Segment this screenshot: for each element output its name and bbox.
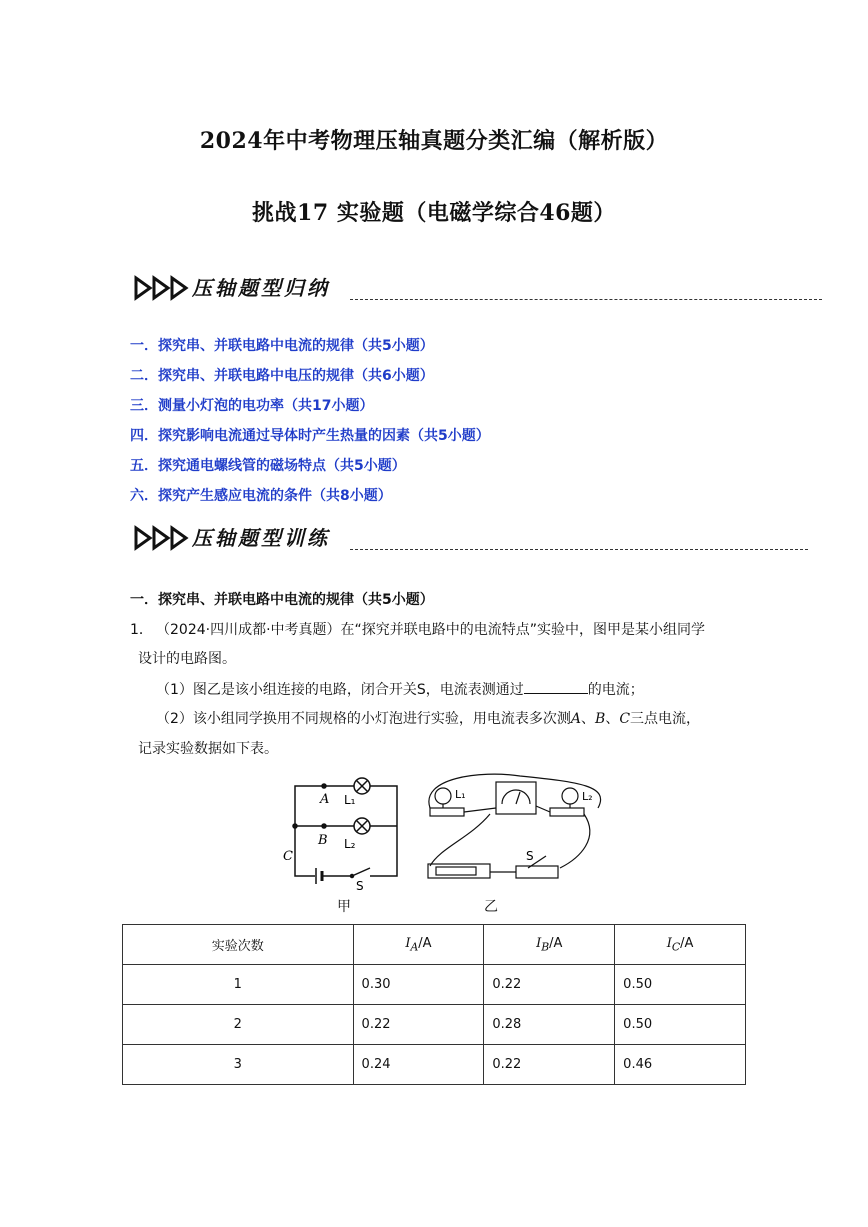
toc-item-4[interactable]: 四．探究影响电流通过导体时产生热量的因素（共5小题）	[130, 428, 490, 444]
figure-caption-jia: 甲	[337, 899, 351, 915]
toc-item-3[interactable]: 三．测量小灯泡的电功率（共17小题）	[130, 398, 374, 414]
lamp-label-l2: L₂	[344, 837, 356, 851]
node-label-b: B	[318, 833, 328, 848]
triple-arrow-icon	[134, 274, 190, 302]
table-cell: 0.24	[353, 1045, 484, 1085]
table-header: $I_A/A$	[353, 925, 484, 965]
circuit-figure	[280, 768, 610, 897]
table-cell: 0.50	[615, 965, 746, 1005]
answer-blank[interactable]	[524, 679, 588, 694]
table-cell: 2	[123, 1005, 354, 1045]
table-cell: 0.22	[484, 965, 615, 1005]
question-part2: （2）该小组同学换用不同规格的小灯泡进行实验，用电流表多次测A、B、C三点电流，	[156, 711, 701, 727]
section-banner-summary	[134, 272, 824, 306]
table-header: $I_B/A$	[484, 925, 615, 965]
document-subtitle: 挑战17 实验题（电磁学综合46题）	[252, 200, 616, 226]
triple-arrow-icon	[134, 524, 190, 552]
document-title: 2024年中考物理压轴真题分类汇编（解析版）	[199, 128, 669, 154]
circuit-photo-yi	[428, 774, 601, 878]
question-part2-line2: 记录实验数据如下表。	[138, 741, 278, 757]
figure-caption-yi: 乙	[484, 899, 498, 915]
photo-label-s: S	[526, 849, 534, 863]
lamp-label-l1: L₁	[344, 793, 356, 807]
question-number: 1．	[130, 622, 153, 638]
banner-divider	[350, 549, 808, 550]
toc-item-1[interactable]: 一．探究串、并联电路中电流的规律（共5小题）	[130, 338, 434, 354]
toc-item-2[interactable]: 二．探究串、并联电路中电压的规律（共6小题）	[130, 368, 434, 384]
toc-item-5[interactable]: 五．探究通电螺线管的磁场特点（共5小题）	[130, 458, 406, 474]
table-cell: 0.30	[353, 965, 484, 1005]
photo-label-l2: L₂	[582, 790, 593, 803]
switch-label-s: S	[356, 879, 364, 893]
data-table	[122, 924, 746, 1085]
table-header-row	[123, 925, 746, 965]
toc-item-6[interactable]: 六．探究产生感应电流的条件（共8小题）	[130, 488, 392, 504]
question-part1: （1）图乙是该小组连接的电路，闭合开关S，电流表测通过 的电流；	[156, 679, 644, 700]
table-row	[123, 1045, 746, 1085]
banner-summary-label: 压轴题型归纳	[192, 276, 330, 300]
table-cell: 0.50	[615, 1005, 746, 1045]
table-cell: 0.22	[484, 1045, 615, 1085]
table-cell: 0.46	[615, 1045, 746, 1085]
table-cell: 0.28	[484, 1005, 615, 1045]
table-header: 实验次数	[123, 925, 354, 965]
question-text-line2: 设计的电路图。	[138, 651, 236, 667]
section-heading: 一．探究串、并联电路中电流的规律（共5小题）	[130, 592, 434, 608]
banner-training-label: 压轴题型训练	[192, 526, 330, 550]
banner-divider	[350, 299, 822, 300]
question-text-line1: （2024·四川成都·中考真题）在“探究并联电路中的电流特点”实验中，图甲是某小组同学	[156, 622, 706, 638]
table-cell: 0.22	[353, 1005, 484, 1045]
table-row	[123, 1005, 746, 1045]
table-row	[123, 965, 746, 1005]
table-cell: 3	[123, 1045, 354, 1085]
photo-label-l1: L₁	[455, 788, 466, 801]
table-header: $I_C/A$	[615, 925, 746, 965]
node-label-a: A	[320, 792, 330, 807]
node-label-c: C	[283, 849, 293, 864]
circuit-diagrams	[280, 768, 610, 893]
section-banner-training	[134, 522, 810, 556]
table-cell: 1	[123, 965, 354, 1005]
